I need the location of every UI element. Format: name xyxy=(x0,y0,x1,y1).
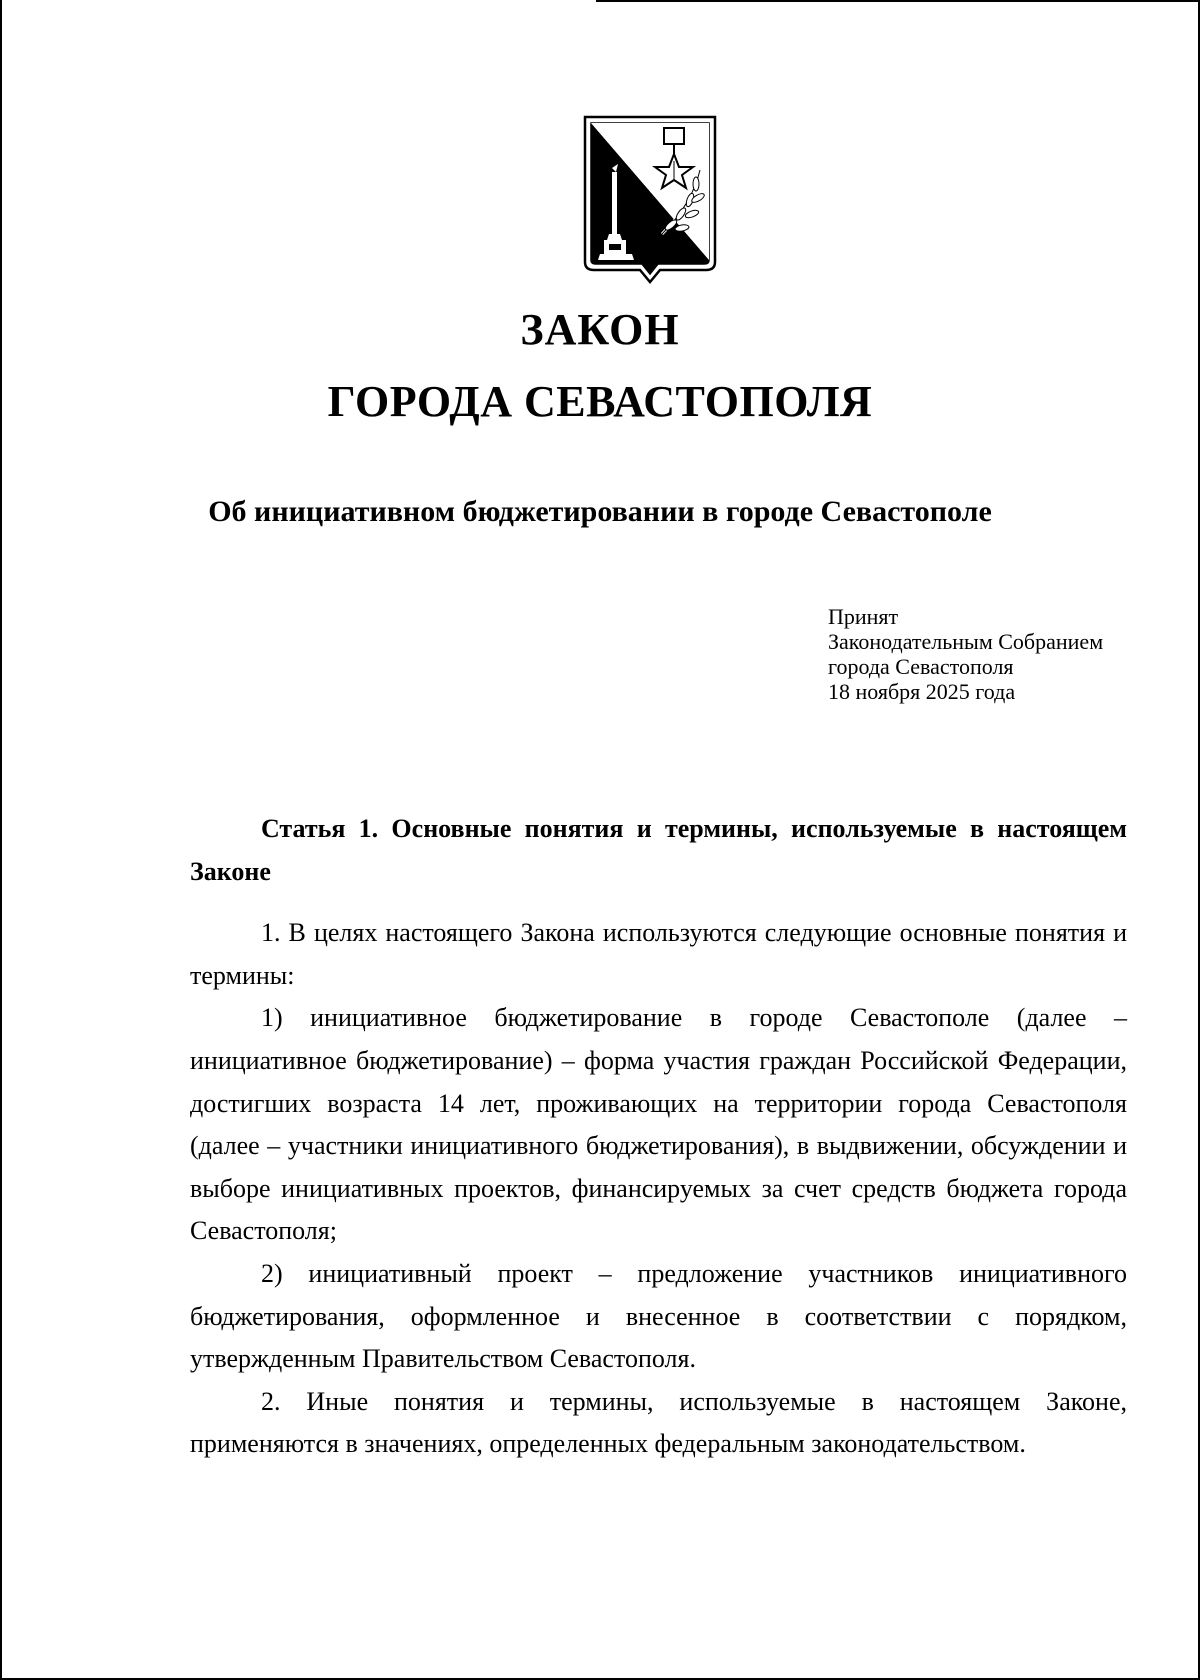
article-1 xyxy=(190,808,1127,1466)
document-title: ЗАКОН xyxy=(520,305,680,354)
scan-edge-top xyxy=(648,0,1200,2)
document-subtitle: ГОРОДА СЕВАСТОПОЛЯ xyxy=(327,377,873,426)
scan-edge-mark xyxy=(596,0,648,2)
law-name: Об инициативном бюджетировании в городе Севастополе xyxy=(208,495,992,528)
paragraph: 2. Иные понятия и термины, используемые в настоящем Законе, применяются в значениях, определенных федеральным законодательством. xyxy=(190,1386,1127,1459)
sevastopol-coat-of-arms-icon xyxy=(582,114,718,286)
adoption-line: города Севастополя xyxy=(828,654,1014,679)
scan-edge-left xyxy=(0,0,2,1680)
paragraph: 1. В целях настоящего Закона используются следующие основные понятия и термины: xyxy=(190,918,1127,990)
adoption-line: Законодательным Собранием xyxy=(828,629,1104,654)
adoption-line: Принят xyxy=(828,604,899,629)
paragraph: 1) инициативное бюджетирование в городе Севастополе (далее – инициативное бюджетирование) – форма участия граждан Российской Федерации, достигших возраста 14 лет, проживающих на территории города Севастополя (далее – участники инициативного бюджетирования), в выдвижении, обсуждении и выборе инициативных проектов, финансируемых за счет средств бюджета города Севастополя; xyxy=(190,1003,1127,1246)
paragraph: 2) инициативный проект – предложение участников инициативного бюджетирования, оформленное и внесенное в соответствии с порядком, утвержденным Правительством Севастополя. xyxy=(190,1258,1127,1374)
adoption-date: 18 ноября 2025 года xyxy=(828,679,1016,704)
article-heading: Статья 1. Основные понятия и термины, используемые в настоящем Законе xyxy=(190,814,1127,886)
adoption-note xyxy=(828,604,1188,704)
